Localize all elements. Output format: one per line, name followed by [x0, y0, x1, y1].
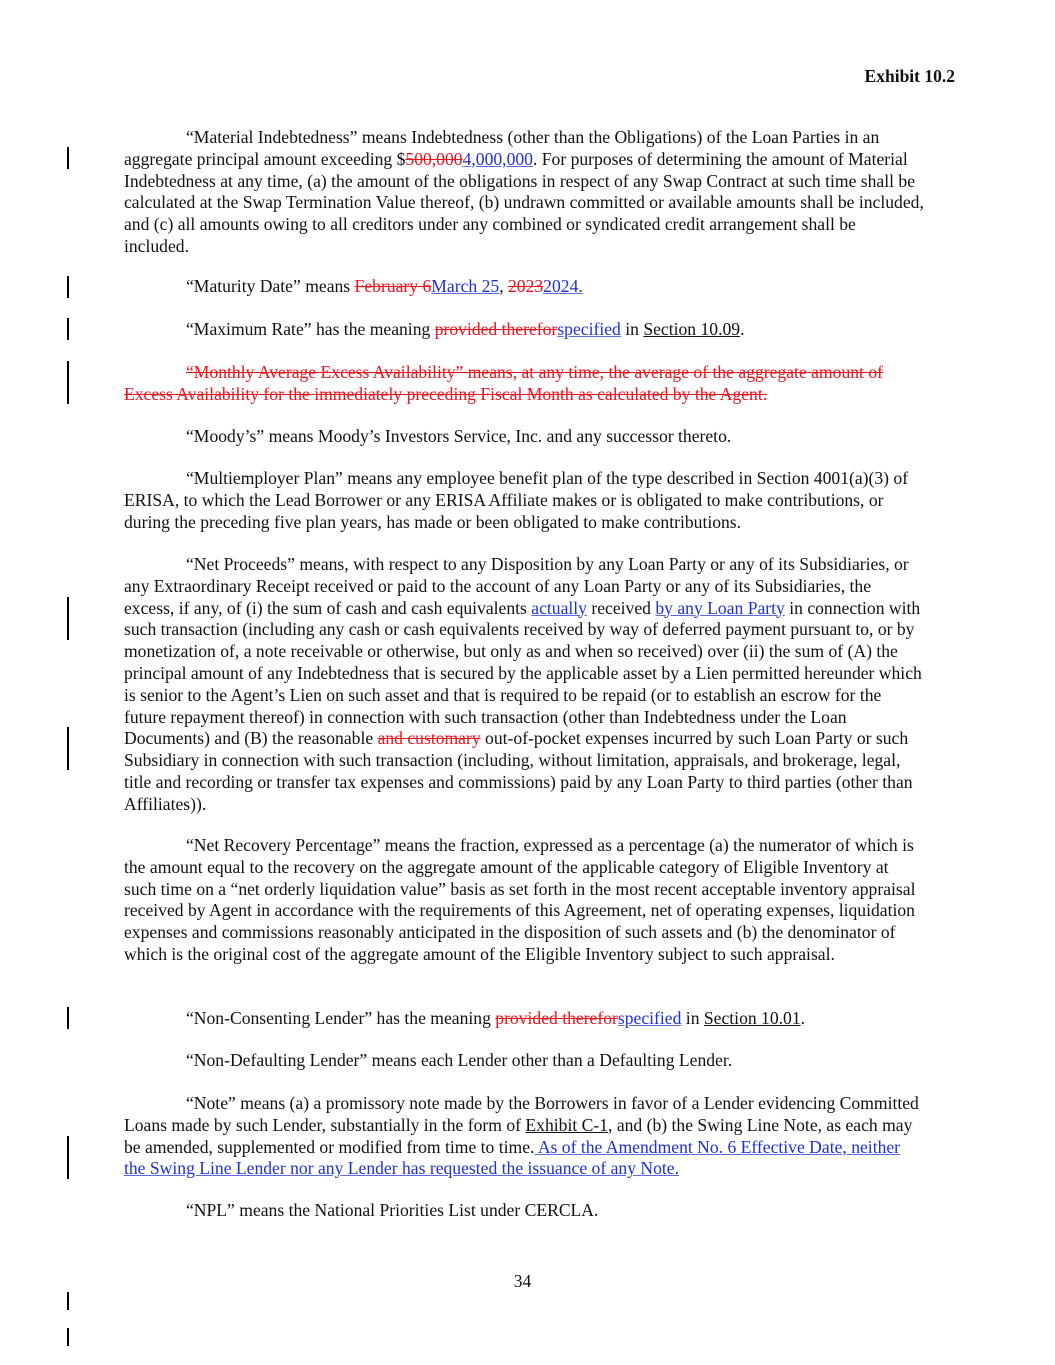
text-run: “Multiemployer Plan” means any employee benefit plan of the type described in Section 4001(a)(3) of ERISA, to which the Lead Borrower or any ERISA Affiliate makes or is obligated to make contributions, or during the preceding five plan years, has made or been obligated to make contributions. [124, 468, 909, 532]
text-run: “Maturity Date” means [186, 276, 355, 296]
revision-change-bar [67, 1328, 69, 1346]
inserted-text: 2024. [543, 276, 583, 296]
definition-material-indebtedness [124, 127, 924, 258]
deleted-text: provided therefor [434, 319, 558, 339]
definition-non-defaulting-lender [124, 1050, 924, 1072]
definition-net-recovery-percentage [124, 835, 924, 966]
text-run: in [681, 1008, 704, 1028]
revision-change-bar [67, 1007, 69, 1029]
text-run: . For purposes of determining the amount of Material Indebtedness at any time, (a) the amount of the obligations in respect of any Swap Contract at such time shall be calculated at the Swap Termination Value thereof, (b) undrawn committed or available amounts shall be included, and (c) all amounts owing to all creditors under any combined or syndicated credit arrangement shall be included. [124, 148, 924, 256]
inserted-text: actually [531, 597, 587, 618]
text-run: out-of-pocket expenses incurred by such Loan Party or such Subsidiary in connection with such transaction (including, without limitation, appraisals, and brokerage, legal, title and recording or transfer tax expenses and commissions) paid by any Loan Party to third parties (other than Affiliates)). [124, 728, 913, 814]
inserted-text: specified [557, 319, 621, 339]
definition-npl [124, 1200, 924, 1222]
definition-monthly-average-excess-availability [124, 362, 924, 406]
text-run: in [620, 319, 644, 339]
deleted-text: 500,000 [405, 148, 463, 169]
text-run: “Non-Defaulting Lender” means each Lender other than a Defaulting Lender. [186, 1050, 733, 1070]
text-run: “Material Indebtedness” means Indebtedness (other than the Obligations) of the Loan Parties in an aggregate principal amount exceeding $ [124, 127, 880, 169]
page-number: 34 [513, 1271, 532, 1291]
revision-change-bar [67, 1292, 69, 1310]
text-run: “Note” means (a) a promissory note made by the Borrowers in favor of a Lender evidencing Committed Loans made by such Lender, substantially in the form of [124, 1093, 919, 1135]
deleted-text: 2023 [507, 276, 544, 296]
text-run: . [740, 319, 745, 339]
text-run: “Moody’s” means Moody’s Investors Service, Inc. and any successor thereto. [186, 426, 732, 446]
revision-change-bar [67, 361, 69, 404]
deleted-text: and customary [377, 728, 481, 749]
text-run: “Non-Consenting Lender” has the meaning [186, 1008, 496, 1028]
definition-moodys [124, 426, 924, 448]
definition-non-consenting-lender [124, 1008, 924, 1030]
text-run: “Maximum Rate” has the meaning [186, 319, 435, 339]
inserted-text: 4,000,000 [462, 148, 533, 169]
inserted-text: by any Loan Party [655, 597, 785, 618]
revision-change-bar [67, 276, 69, 298]
revision-change-bar [67, 727, 69, 770]
inserted-text: specified [617, 1008, 682, 1028]
text-run: received [586, 597, 656, 618]
deleted-text: February 6 [354, 276, 432, 296]
text-run: , and (b) the Swing Line Note, as each may be amended, supplemented or modified from time to time. [124, 1114, 913, 1157]
exhibit-label: Exhibit 10.2 [864, 66, 955, 86]
definition-maximum-rate [124, 319, 924, 341]
inserted-text: As of the Amendment No. 6 Effective Date, neither the Swing Line Lender nor any Lender has requested the issuance of any Note. [124, 1136, 901, 1179]
deleted-text: “Monthly Average Excess Availability” means, at any time, the average of the aggregate amount of Excess Availability for the immediately preceding Fiscal Month as calculated by the Agent. [124, 362, 883, 404]
cross-reference: Section 10.09 [643, 319, 741, 339]
text-run: , [499, 276, 508, 296]
text-run: “NPL” means the National Priorities List under CERCLA. [186, 1200, 599, 1220]
deleted-text: provided therefor [495, 1008, 618, 1028]
cross-reference: Exhibit C-1 [525, 1114, 609, 1135]
definition-maturity-date [124, 276, 924, 298]
revision-change-bar [67, 318, 69, 340]
definition-net-proceeds [124, 554, 924, 816]
text-run: “Net Proceeds” means, with respect to any Disposition by any Loan Party or any of its Subsidiaries, or any Extraordinary Receipt received or paid to the account of any Loan Party or any of its Subsidiaries, the excess, if any, of (i) the sum of cash and cash equivalents [124, 554, 909, 618]
revision-change-bar [67, 147, 69, 169]
text-run: in connection with such transaction (including any cash or cash equivalents received by way of deferred payment pursuant to, or by monetization of, a note receivable or otherwise, but only as and when so received) over (ii) the sum of (A) the principal amount of any Indebtedness that is secured by the applicable asset by a Lien permitted hereunder which is senior to the Agent’s Lien on such asset and that is required to be repaid (or to establish an escrow for the future repayment thereof) in connection with such transaction (other than Indebtedness under the Loan Documents) and (B) the reasonable [124, 597, 922, 749]
definition-multiemployer-plan [124, 468, 924, 533]
text-run: . [800, 1008, 806, 1028]
revision-change-bar [67, 597, 69, 640]
definition-note [124, 1093, 924, 1180]
revision-change-bar [67, 1136, 69, 1179]
text-run: “Net Recovery Percentage” means the fraction, expressed as a percentage (a) the numerator of which is the amount equal to the recovery on the aggregate amount of the applicable category of Eligible Inventory at such time on a “net orderly liquidation value” basis as set forth in the most recent acceptable inventory appraisal received by Agent in accordance with the requirements of this Agreement, net of operating expenses, liquidation expenses and commissions reasonably anticipated in the disposition of such assets and (b) the denominator of which is the original cost of the aggregate amount of the Eligible Inventory subject to such appraisal. [124, 835, 916, 964]
cross-reference: Section 10.01 [703, 1008, 801, 1028]
inserted-text: March 25 [431, 276, 500, 296]
